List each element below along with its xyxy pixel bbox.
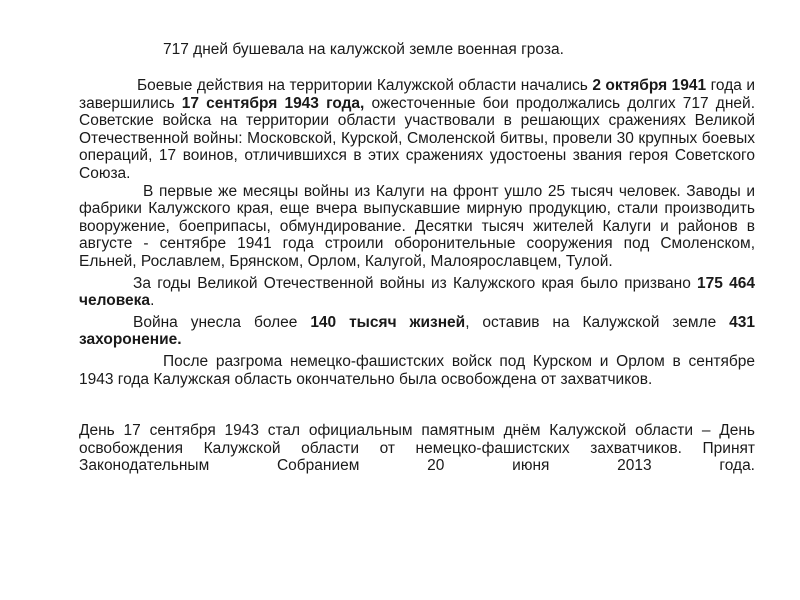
bold-date-end: 17 сентября 1943 года, (181, 94, 365, 112)
paragraph-drafted (79, 275, 755, 310)
document-title: 717 дней бушевала на калужской земле военная гроза. (163, 41, 564, 58)
paragraph-memorial-day: День 17 сентября 1943 стал официальным памятным днём Калужской области – День освобождения Калужской области от немецко-фашистских захватчиков. Принят Законодательным Собранием 20 июня 2013 года. (79, 422, 755, 475)
bold-burials: 431 захоронение. (79, 313, 755, 349)
paragraph-text: Боевые действия на территории Калужской области начались (137, 77, 593, 94)
paragraph-losses (79, 314, 755, 349)
paragraph-hostilities (79, 77, 755, 183)
paragraph-text: За годы Великой Отечественной войны из Калужского края было призвано (133, 274, 698, 292)
paragraph-first-months: В первые же месяцы войны из Калуги на фронт ушло 25 тысяч человек. Заводы и фабрики Калужского края, еще вчера выпускавшие мирную продукцию, стали производить вооружение, боеприпасы, обмундирование. Десятки тысяч жителей Калуги и районов в августе - сентябре 1941 года строили оборонительные сооружения под Смоленском, Ельней, Рославлем, Брянском, Орлом, Калугой, Малоярославцем, Тулой. (79, 182, 755, 270)
paragraph-text: Война унесла более (133, 313, 311, 331)
paragraph-text: . (150, 292, 155, 310)
bold-lives-lost: 140 тысяч жизней (310, 313, 466, 331)
paragraph-text: , оставив на Калужской земле (465, 313, 730, 331)
paragraph-text: года и завершились (79, 77, 756, 112)
paragraph-text: ожесточенные бои продолжались долгих 717 дней. Советские войска на территории области участвовали в решающих сражениях Великой Отечественной войны: Московской, Курской, Смоленской битвы, провели 30 крупных боевых операций, 17 воинов, отличившихся в этих сражениях удостоены звания героя Советского Союза. (79, 94, 755, 182)
document-page (79, 40, 755, 475)
bold-drafted-count: 175 464 человека (79, 274, 755, 310)
paragraph-liberation: После разгрома немецко-фашистских войск под Курском и Орлом в сентябре 1943 года Калужская область окончательно была освобождена от захватчиков. (79, 352, 755, 388)
bold-date-start: 2 октября 1941 (592, 77, 707, 94)
